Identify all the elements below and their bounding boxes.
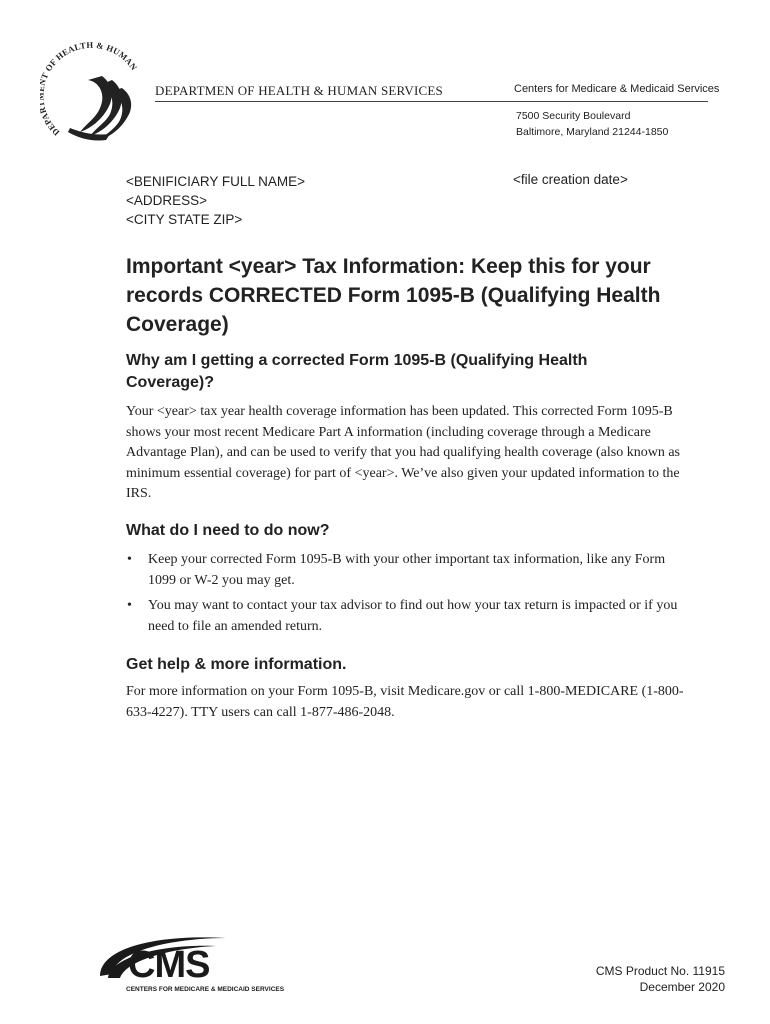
- section-body-why: Your <year> tax year health coverage information has been updated. This corrected Form 1095-B shows your most recent Medicare Part A information (including coverage through a Medicare Advantage Plan), and can be used to verify that you had qualifying health coverage (also known as minimum essential coverage) for part of <year>. We’ve also given your updated information to the IRS.: [126, 404, 680, 501]
- header-divider: [155, 101, 708, 102]
- section-heading-what: What do I need to do now?: [126, 522, 330, 539]
- hhs-seal-logo: [40, 40, 150, 155]
- cms-logo: [96, 930, 285, 1000]
- cms-logo-subtext: CENTERS FOR MEDICARE & MEDICAID SERVICES: [126, 986, 285, 993]
- recipient-city-state-zip: <CITY STATE ZIP>: [126, 212, 243, 227]
- seal-text: DEPA T OF HEALTH & HUMAN: [40, 40, 140, 138]
- document-title: Important <year> Tax Information: Keep this for your records CORRECTED Form 1095-B (Qualifying Health Coverage): [126, 255, 661, 336]
- recipient-name: <BENIFICIARY FULL NAME>: [126, 174, 306, 189]
- section-heading-why: Why am I getting a corrected Form 1095-B (Qualifying Health Coverage)?: [126, 352, 588, 391]
- recipient-block: [126, 172, 305, 229]
- address-line-2: Baltimore, Maryland 21244-1850: [516, 126, 669, 138]
- action-list: [126, 550, 686, 642]
- department-name: DEPARTMEN OF HEALTH & HUMAN SERVICES: [155, 83, 443, 98]
- section-heading-help: Get help & more information.: [126, 656, 347, 673]
- product-number: CMS Product No. 11915: [595, 964, 725, 978]
- product-date: December 2020: [639, 980, 725, 994]
- file-creation-date: <file creation date>: [513, 172, 628, 187]
- section-body-help: For more information on your Form 1095-B, visit Medicare.gov or call 1-800-MEDICARE (1-800-633-4227). TTY users can call 1-877-486-2048.: [126, 684, 684, 720]
- list-item: • You may want to contact your tax advisor to find out how your tax return is impacted or if you need to file an amended return.: [126, 596, 686, 637]
- agency-name: Centers for Medicare & Medicaid Services: [514, 83, 720, 95]
- address-line-1: 7500 Security Boulevard: [516, 110, 631, 122]
- cms-logo-letters: CMS: [128, 944, 210, 986]
- recipient-address: <ADDRESS>: [126, 193, 208, 208]
- product-info: [560, 963, 725, 995]
- list-item: • Keep your corrected Form 1095-B with your other important tax information, like any Form 1099 or W-2 you may get.: [126, 550, 686, 591]
